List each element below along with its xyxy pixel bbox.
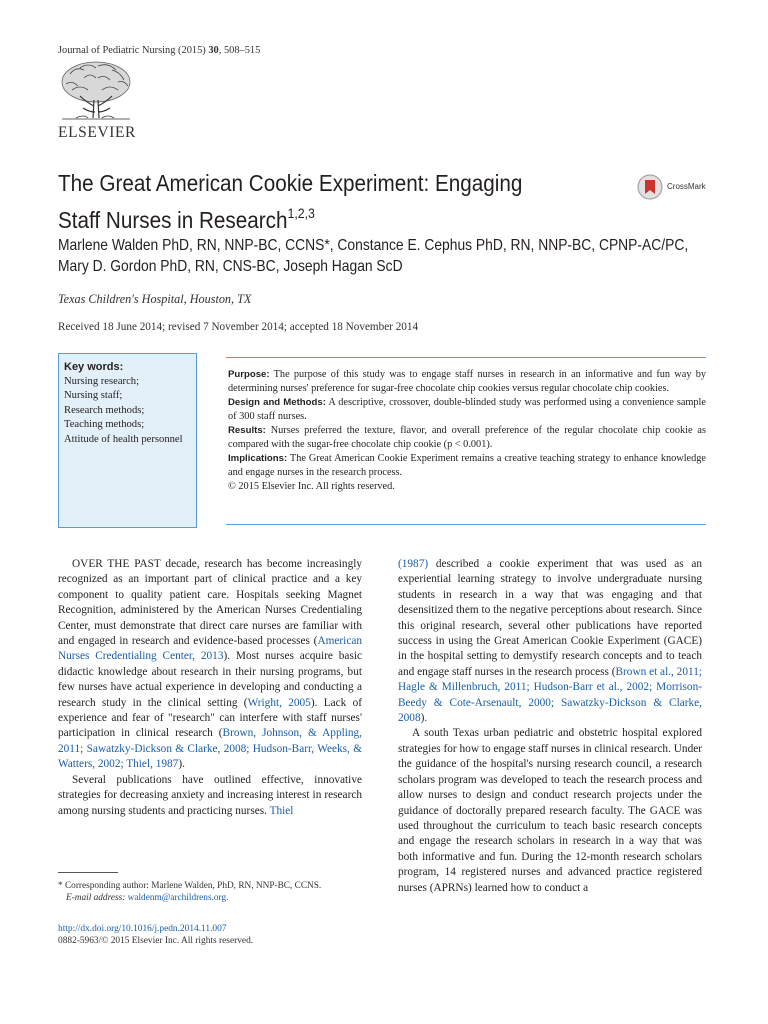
citation-link[interactable]: Brown et al., 2011; Hagle & Millenbruch, 2011; Hudson-Barr et al., 2002; Morrison-Beedy & Cote-Arsenault, 2000; Sawatzky-Dickson & Clarke, 2008 [398, 665, 702, 725]
journal-reference [58, 45, 260, 56]
received-dates: Received 18 June 2014; revised 7 November 2014; accepted 18 November 2014 [58, 321, 419, 333]
keyword-item: Teaching methods; [64, 419, 145, 431]
body-text: described a cookie experiment that was used as an experiential learning strategy to involve undergraduate nursing students in research in a way that was engaging and that desensitized them to the negative perceptions about research. Since this original research, several other publications have reported success in using the Great American Cookie Experiment (GACE) in the hospital setting to demystify research concepts and to teach and engage staff nurses in the research process ( [398, 558, 702, 678]
body-paragraph [58, 557, 362, 773]
abstract-design [228, 396, 706, 424]
elsevier-tree-logo [58, 60, 134, 122]
keyword-item: Nursing staff; [64, 390, 123, 402]
purpose-label: Purpose: [228, 369, 270, 380]
crossmark-label: CrossMark [667, 182, 706, 191]
body-text: ). Lack of experience and fear of "research" can interfere with staff nurses' participation in clinical research ( [58, 696, 362, 740]
results-text: Nurses preferred the texture, flavor, and overall preference of the regular chocolate chip cookie as compared with the sugar-free chocolate chip cookie (p < 0.001). [228, 425, 706, 450]
design-label: Design and Methods: [228, 397, 326, 408]
body-text: Several publications have outlined effective, innovative strategies for decreasing anxiety and increasing interest in research among nursing students and practicing nurses. [58, 773, 362, 817]
abstract-top-rule [226, 357, 706, 358]
citation-link[interactable]: American Nurses Credentialing Center, 2013 [58, 635, 362, 663]
journal-name: Journal of Pediatric Nursing (2015) [58, 45, 206, 56]
implications-label: Implications: [228, 453, 288, 464]
abstract-purpose [228, 368, 706, 396]
email-line [58, 892, 368, 904]
doi-link[interactable]: http://dx.doi.org/10.1016/j.pedn.2014.11.007 [58, 924, 227, 934]
affiliation: Texas Children's Hospital, Houston, TX [58, 292, 252, 306]
corresponding-author-footnote [58, 880, 368, 904]
crossmark-badge[interactable] [637, 174, 717, 198]
corresponding-author: * Corresponding author: Marlene Walden, PhD, RN, NNP-BC, CCNS. [58, 881, 322, 891]
email-label: E-mail address: [66, 893, 126, 903]
article-title-text: The Great American Cookie Experiment: Engaging Staff Nurses in Research [58, 170, 523, 233]
publisher-name: ELSEVIER [58, 124, 136, 141]
crossmark-icon [637, 174, 663, 200]
body-paragraph [398, 557, 702, 726]
body-paragraph [58, 773, 362, 819]
abstract-copyright: © 2015 Elsevier Inc. All rights reserved. [228, 481, 395, 492]
keywords-title: Key words: [64, 361, 124, 373]
footnote-rule [58, 872, 118, 873]
abstract-implications [228, 452, 706, 480]
issn-copyright: 0882-5963/© 2015 Elsevier Inc. All rights reserved. [58, 936, 254, 946]
body-text: ). Most nurses acquire basic didactic knowledge about research in their nursing programs, but few nurses have actual experience in developing and conducting a research study in the clinical setting ( [58, 650, 362, 709]
authors-line-1: Marlene Walden PhD, RN, NNP-BC, CCNS*, Constance E. Cephus PhD, RN, NNP-BC, CPNP-AC/PC, [58, 237, 689, 254]
body-text: OVER THE PAST decade, research has become increasingly recognized as an important part of clinical practice and a key component to quality patient care. Hospitals seeking Magnet Recognition, administered by the American Nurses Credentialing Center, must demonstrate that direct care nurses are familiar with and engaged in research and evidence-based processes ( [58, 558, 362, 648]
keyword-item: Research methods; [64, 404, 145, 416]
journal-pages: , 508–515 [218, 45, 261, 56]
journal-volume: 30 [208, 45, 219, 56]
citation-link[interactable]: Brown, Johnson, & Appling, 2011; Sawatzky-Dickson & Clarke, 2008; Hudson-Barr, Weeks, & Watters, 2002; Thiel, 1987 [58, 727, 362, 771]
body-text: ). [420, 712, 428, 725]
abstract-bottom-rule [226, 524, 706, 525]
results-label: Results: [228, 425, 266, 436]
body-right-column [398, 557, 702, 896]
implications-text: The Great American Cookie Experiment remains a creative teaching strategy to enhance knowledge and engage nurses in the research process. [228, 453, 706, 478]
citation-link[interactable]: Thiel [269, 804, 294, 817]
citation-link[interactable]: Wright, 2005 [247, 696, 311, 709]
keyword-item: Nursing research; [64, 376, 140, 387]
abstract [228, 368, 706, 494]
body-left-column [58, 557, 362, 819]
abstract-results [228, 424, 706, 452]
purpose-text: The purpose of this study was to engage staff nurses in research in an informative and fun way by determining nurses' preference for sugar-free chocolate chip cookies versus regular chocolate chip cookies. [228, 369, 706, 394]
citation-link[interactable]: (1987) [398, 558, 429, 570]
keywords-box [58, 353, 197, 528]
article-title [58, 168, 551, 235]
authors-line-2: Mary D. Gordon PhD, RN, CNS-BC, Joseph Hagan ScD [58, 258, 403, 275]
title-footnote-markers: 1,2,3 [287, 205, 315, 221]
author-list [58, 235, 715, 277]
design-text: A descriptive, crossover, double-blinded study was performed using a convenience sample of 300 staff nurses. [228, 397, 706, 422]
body-paragraph: A south Texas urban pediatric and obstetric hospital explored strategies for how to engage staff nurses in clinical research. Under the guidance of the hospital's nursing research council, a research scholars program was developed to teach the research process and allow nurses to design and conduct research projects under the guidance of doctorally prepared research faculty. The GACE was used throughout the curriculum to teach basic research concepts and engage the research scholars in research in a way that was both informative and fun. During the 12-month research scholars program, 14 registered nurses and advanced practice registered nurses (APRNs) learned how to conduct a [398, 727, 702, 894]
keyword-item: Attitude of health personnel [64, 433, 183, 445]
email-link[interactable]: waldenm@archildrens.org. [125, 893, 229, 903]
body-text: ). [178, 758, 185, 771]
